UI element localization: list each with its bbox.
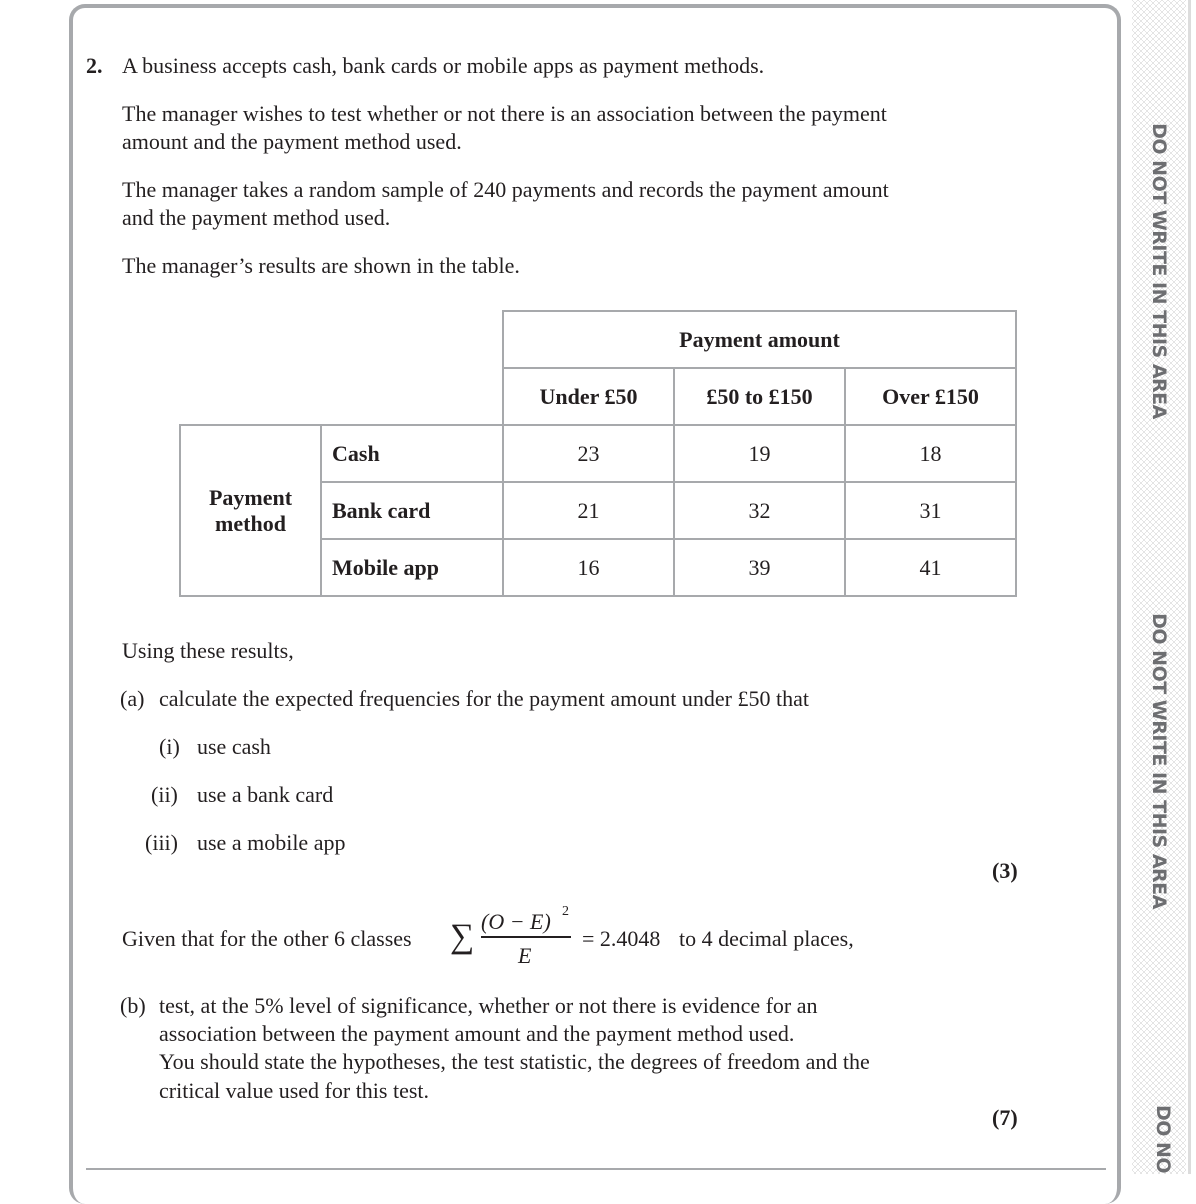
part-b-line4: critical value used for this test. bbox=[159, 1078, 430, 1103]
col-header: Over £150 bbox=[845, 368, 1016, 425]
question-para1-line1: The manager wishes to test whether or not there is an association between the payment bbox=[122, 101, 887, 126]
part-a-label: (a) bbox=[120, 686, 145, 711]
cell: 32 bbox=[674, 482, 845, 539]
part-b-marks: (7) bbox=[992, 1105, 1018, 1130]
given-value: = 2.4048 bbox=[582, 926, 661, 951]
margin-warning-1: DO NOT WRITE IN THIS AREA bbox=[1148, 123, 1170, 419]
part-b-line1: test, at the 5% level of significance, whether or not there is evidence for an bbox=[159, 993, 818, 1018]
col-header: Under £50 bbox=[503, 368, 674, 425]
subpart-label: (i) bbox=[159, 734, 180, 759]
part-b-line2: association between the payment amount and the payment method used. bbox=[159, 1021, 795, 1046]
fraction-denominator: E bbox=[518, 943, 532, 968]
margin-edge bbox=[1188, 0, 1191, 1174]
sigma-symbol: ∑ bbox=[450, 918, 475, 955]
question-number: 2. bbox=[86, 53, 103, 78]
row-label: Cash bbox=[321, 425, 503, 482]
margin-warning-3: DO NO bbox=[1152, 1104, 1174, 1174]
subpart-text: use a bank card bbox=[197, 782, 334, 807]
question-intro: A business accepts cash, bank cards or mobile apps as payment methods. bbox=[122, 53, 765, 78]
part-b-line3: You should state the hypotheses, the test statistic, the degrees of freedom and the bbox=[159, 1049, 870, 1074]
subpart-text: use cash bbox=[197, 734, 271, 759]
col-header: £50 to £150 bbox=[674, 368, 845, 425]
subpart-label: (iii) bbox=[145, 830, 178, 855]
part-b-label: (b) bbox=[120, 993, 146, 1018]
col-group-header: Payment amount bbox=[503, 311, 1016, 368]
question-para1-line2: amount and the payment method used. bbox=[122, 129, 462, 154]
margin-warning-2: DO NOT WRITE IN THIS AREA bbox=[1148, 613, 1170, 909]
subpart-text: use a mobile app bbox=[197, 830, 346, 855]
cell: 39 bbox=[674, 539, 845, 596]
part-a-text: calculate the expected frequencies for the payment amount under £50 that bbox=[159, 686, 809, 711]
cell: 18 bbox=[845, 425, 1016, 482]
row-group-header bbox=[180, 425, 321, 596]
question-para2-line1: The manager takes a random sample of 240 payments and records the payment amount bbox=[122, 177, 889, 202]
cell: 19 bbox=[674, 425, 845, 482]
subpart-label: (ii) bbox=[151, 782, 178, 807]
answer-rule bbox=[86, 1168, 1106, 1170]
row-group-header-line1: Payment bbox=[208, 484, 293, 510]
given-suffix: to 4 decimal places, bbox=[679, 926, 854, 951]
question-para2-line2: and the payment method used. bbox=[122, 205, 391, 230]
row-label: Bank card bbox=[321, 482, 503, 539]
cell: 21 bbox=[503, 482, 674, 539]
question-para3: The manager’s results are shown in the table. bbox=[122, 253, 520, 278]
part-a-lead: Using these results, bbox=[122, 638, 294, 663]
cell: 23 bbox=[503, 425, 674, 482]
payment-table bbox=[179, 310, 1017, 597]
fraction-bar bbox=[481, 936, 571, 938]
cell: 41 bbox=[845, 539, 1016, 596]
part-a-marks: (3) bbox=[992, 858, 1018, 883]
row-label: Mobile app bbox=[321, 539, 503, 596]
cell: 31 bbox=[845, 482, 1016, 539]
table-row bbox=[180, 425, 1016, 482]
row-group-header-line2: method bbox=[215, 510, 286, 536]
fraction-superscript: 2 bbox=[562, 904, 569, 919]
given-prefix: Given that for the other 6 classes bbox=[122, 926, 412, 951]
fraction-numerator: (O − E) bbox=[481, 909, 551, 934]
cell: 16 bbox=[503, 539, 674, 596]
